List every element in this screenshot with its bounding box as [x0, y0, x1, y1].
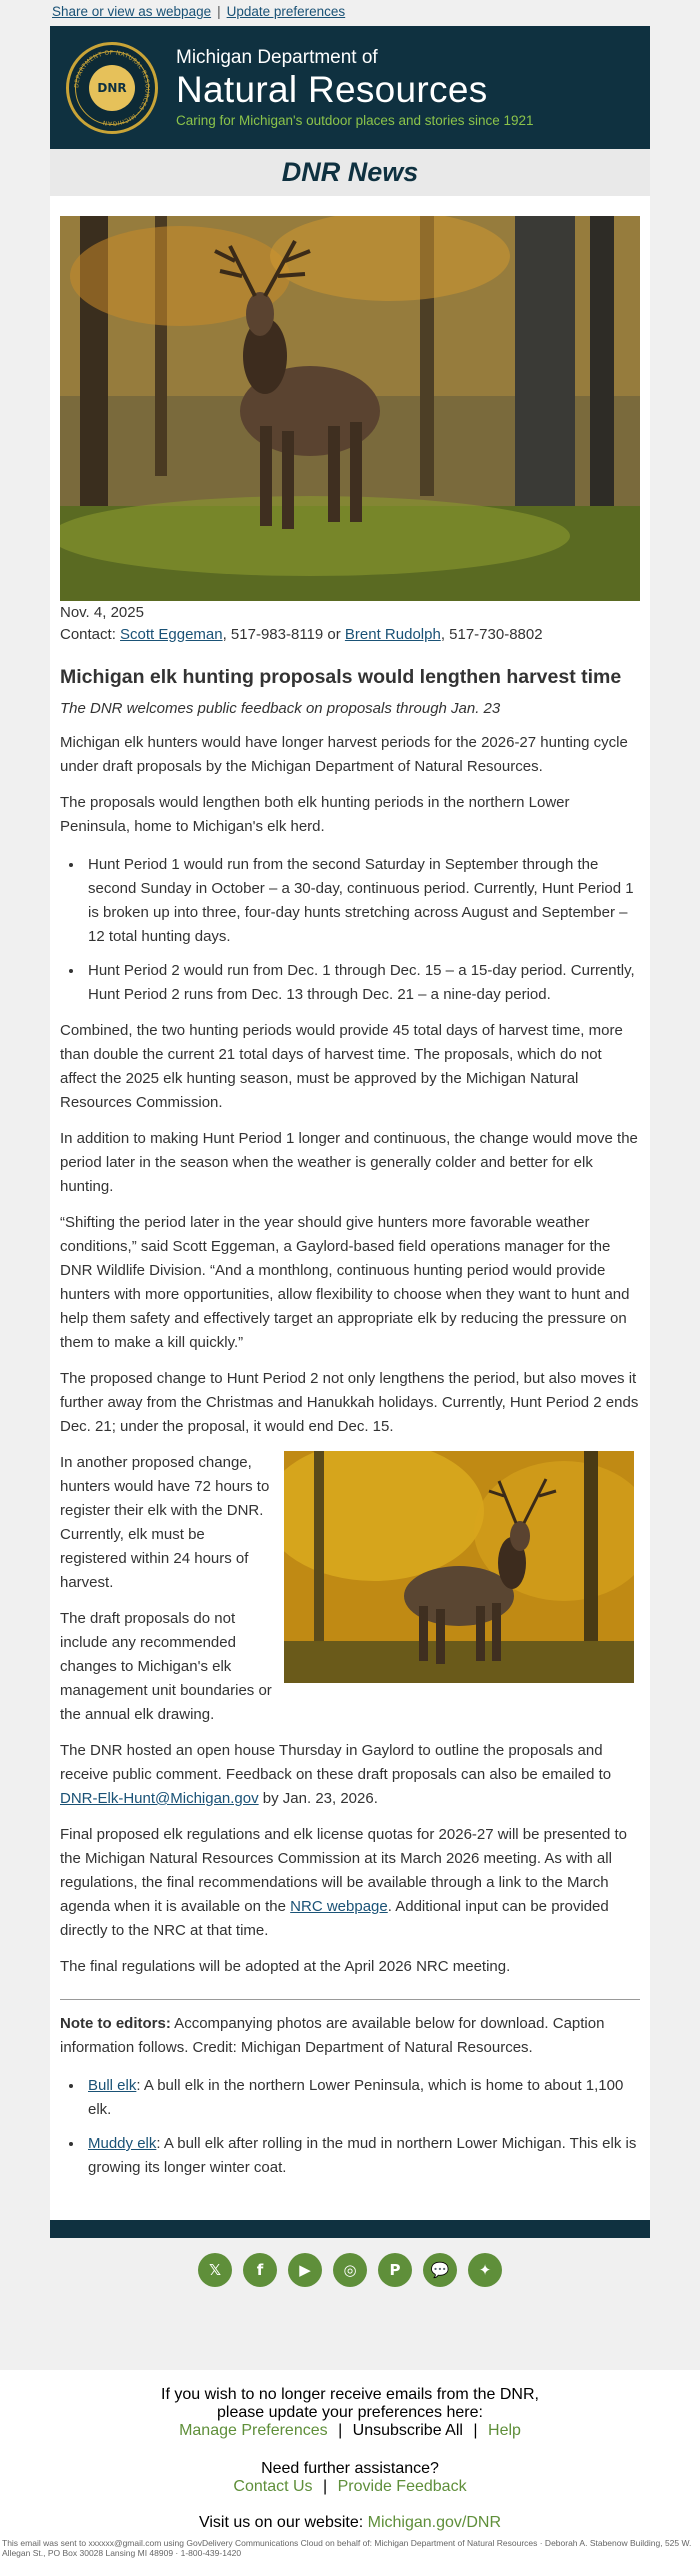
manage-preferences-link[interactable]: Manage Preferences	[179, 2422, 328, 2439]
article-dek: The DNR welcomes public feedback on proposals through Jan. 23	[60, 700, 501, 717]
paragraph-6: The proposed change to Hunt Period 2 not only lengthens the period, but also moves it further away from the Christmas and Hanukkah holidays. Currently, Hunt Period 2 ends Dec. 21; under the proposal, it would end Dec. 15.	[60, 1370, 639, 1435]
unsubscribe-all-link[interactable]: Unsubscribe All	[352, 2422, 463, 2439]
news-title: DNR News	[281, 157, 419, 187]
youtube-icon[interactable]: ▶	[288, 2253, 322, 2287]
instagram-icon[interactable]: ◎	[333, 2253, 367, 2287]
list-item: • Hunt Period 2 would run from Dec. 1 through Dec. 15 – a 15-day period. Currently, Hunt Period 2 runs from Dec. 13 through Dec. 21 – a nine-day period.	[84, 959, 640, 1007]
update-preferences-link[interactable]: Update preferences	[226, 4, 346, 19]
x-icon[interactable]: 𝕏	[198, 2253, 232, 2287]
legal-footer-text: This email was sent to xxxxxx@gmail.com using GovDelivery Communications Cloud on behalf of: Michigan Department of Natural Resources · Deborah A. Stabenow Building, 525 W. Allegan St., PO Box 30028 Lansing MI 48909 · 1-800-439-1420	[2, 2538, 692, 2558]
dnr-seal-logo[interactable]	[66, 42, 158, 134]
bull-elk-download-link[interactable]: Bull elk	[88, 2077, 137, 2094]
social-icons-row	[50, 2238, 650, 2302]
subscription-footer: If you wish to no longer receive emails from the DNR, please update your preferences here: Manage Preferences | Unsubscribe All | Help Need further assistance? Contact Us | Provide Feedback Visit us on our website: Michigan.gov/DNR	[0, 2370, 700, 2559]
chat-icon[interactable]: 💬	[423, 2253, 457, 2287]
contact-scott-link[interactable]: Scott Eggeman	[120, 626, 223, 643]
hunt-period-list	[84, 853, 640, 1007]
view-as-webpage-link[interactable]: Share or view as webpage	[52, 4, 212, 19]
contact-brent-link[interactable]: Brent Rudolph	[344, 626, 441, 643]
assistance-heading: Need further assistance?	[261, 2460, 439, 2477]
bull-elk-photo	[60, 216, 640, 601]
paragraph-4: In addition to making Hunt Period 1 longer and continuous, the change would move the period later in the season when the weather is generally colder and better for elk hunting.	[60, 1130, 638, 1195]
website-link[interactable]: Michigan.gov/DNR	[367, 2514, 502, 2531]
svg-text:DEPARTMENT OF NATURAL RESOURCE: DEPARTMENT OF NATURAL RESOURCES · MICHIGAN	[74, 49, 150, 126]
elk-yellow-forest-illustration	[284, 1451, 634, 1683]
facebook-icon[interactable]: f	[243, 2253, 277, 2287]
muddy-elk-download-link[interactable]: Muddy elk	[88, 2135, 157, 2152]
email-container	[50, 26, 650, 2302]
pinterest-icon[interactable]: P	[378, 2253, 412, 2287]
nrc-webpage-link[interactable]: NRC webpage	[290, 1898, 388, 1915]
paragraph-2: The proposals would lengthen both elk hunting periods in the northern Lower Peninsula, home to Michigan's elk herd.	[60, 794, 570, 835]
list-item: • Bull elk: A bull elk in the northern Lower Peninsula, which is home to about 1,100 elk.	[84, 2074, 640, 2122]
list-item: • Hunt Period 1 would run from the second Saturday in September through the second Sunday in October – a 30-day, continuous period. Currently, Hunt Period 1 is broken up into three, four-day hunts stretching across August and September – 12 total hunting days.	[84, 853, 640, 949]
article-content	[50, 196, 650, 2220]
paragraph-3: Combined, the two hunting periods would provide 45 total days of harvest time, more than double the current 21 total days of harvest time. The proposals, which do not affect the 2025 elk hunting season, must be approved by the Michigan Natural Resources Commission.	[60, 1022, 623, 1111]
header-tagline: Caring for Michigan's outdoor places and stories since 1921	[176, 113, 534, 128]
paragraph-5: “Shifting the period later in the year should give hunters more favorable weather conditions,” said Scott Eggeman, a Gaylord-based field operations manager for the DNR Wildlife Division. “And a monthlong, continuous hunting period would provide hunters with more opportunities, allow flexibility to choose when they want to hunt and help them safety and effectively target an appropriate elk by reducing the pressure on them to make a kill quickly.”	[60, 1214, 630, 1351]
article-headline: Michigan elk hunting proposals would lengthen harvest time	[60, 666, 622, 688]
seal-text: DNR	[97, 80, 127, 95]
article-date: Nov. 4, 2025	[60, 604, 144, 621]
paragraph-10: Final proposed elk regulations and elk license quotas for 2026-27 will be presented to the Michigan Natural Resources Commission at its March 2026 meeting. As with all regulations, the final recommendations will be available through a link to the March agenda when it is available on the NRC webpage. Additional input can be provided directly to the NRC at that time.	[60, 1826, 628, 1939]
preferences-links: Manage Preferences | Unsubscribe All | Help	[179, 2422, 521, 2439]
topbar-separator: |	[217, 4, 221, 19]
divider	[60, 1999, 640, 2000]
website-line: Visit us on our website: Michigan.gov/DNR	[198, 2514, 502, 2531]
news-banner	[50, 149, 650, 196]
provide-feedback-link[interactable]: Provide Feedback	[337, 2478, 467, 2495]
top-links-bar	[0, 0, 700, 26]
header-title: Natural Resources	[176, 69, 488, 110]
muddy-elk-photo	[284, 1451, 634, 1683]
article-contact: Contact: Scott Eggeman, 517-983-8119 or Brent Rudolph, 517-730-8802	[60, 626, 543, 643]
header-subtitle: Michigan Department of	[176, 47, 378, 68]
dnr-header	[50, 26, 650, 149]
unsubscribe-line-1: If you wish to no longer receive emails from the DNR,	[161, 2386, 539, 2403]
editor-note: Note to editors: Accompanying photos are available below for download. Caption information follows. Credit: Michigan Department of Natural Resources.	[60, 2015, 605, 2056]
paragraph-9: The DNR hosted an open house Thursday in Gaylord to outline the proposals and receive public comment. Feedback on these draft proposals can also be emailed to DNR-Elk-Hunt@Michigan.gov by Jan. 23, 2026.	[60, 1742, 612, 1807]
elk-forest-illustration	[60, 216, 640, 601]
contact-us-link[interactable]: Contact Us	[233, 2478, 313, 2495]
help-link[interactable]: Help	[488, 2422, 521, 2439]
paragraph-8: The draft proposals do not include any recommended changes to Michigan's elk management unit boundaries or the annual elk drawing.	[60, 1610, 272, 1723]
list-item: • Muddy elk: A bull elk after rolling in the mud in northern Lower Michigan. This elk is growing its longer winter coat.	[84, 2132, 640, 2180]
butterfly-icon[interactable]: ✦	[468, 2253, 502, 2287]
elk-hunt-email-link[interactable]: DNR-Elk-Hunt@Michigan.gov	[60, 1790, 259, 1807]
footer-bar	[50, 2220, 650, 2238]
paragraph-11: The final regulations will be adopted at the April 2026 NRC meeting.	[60, 1958, 511, 1975]
photo-captions-list	[84, 2074, 640, 2180]
paragraph-7: In another proposed change, hunters would have 72 hours to register their elk with the DNR. Currently, elk must be registered within 24 hours of harvest.	[60, 1454, 270, 1591]
unsubscribe-line-2: please update your preferences here:	[217, 2404, 483, 2421]
paragraph-1: Michigan elk hunters would have longer harvest periods for the 2026-27 hunting cycle under draft proposals by the Michigan Department of Natural Resources.	[60, 734, 628, 775]
